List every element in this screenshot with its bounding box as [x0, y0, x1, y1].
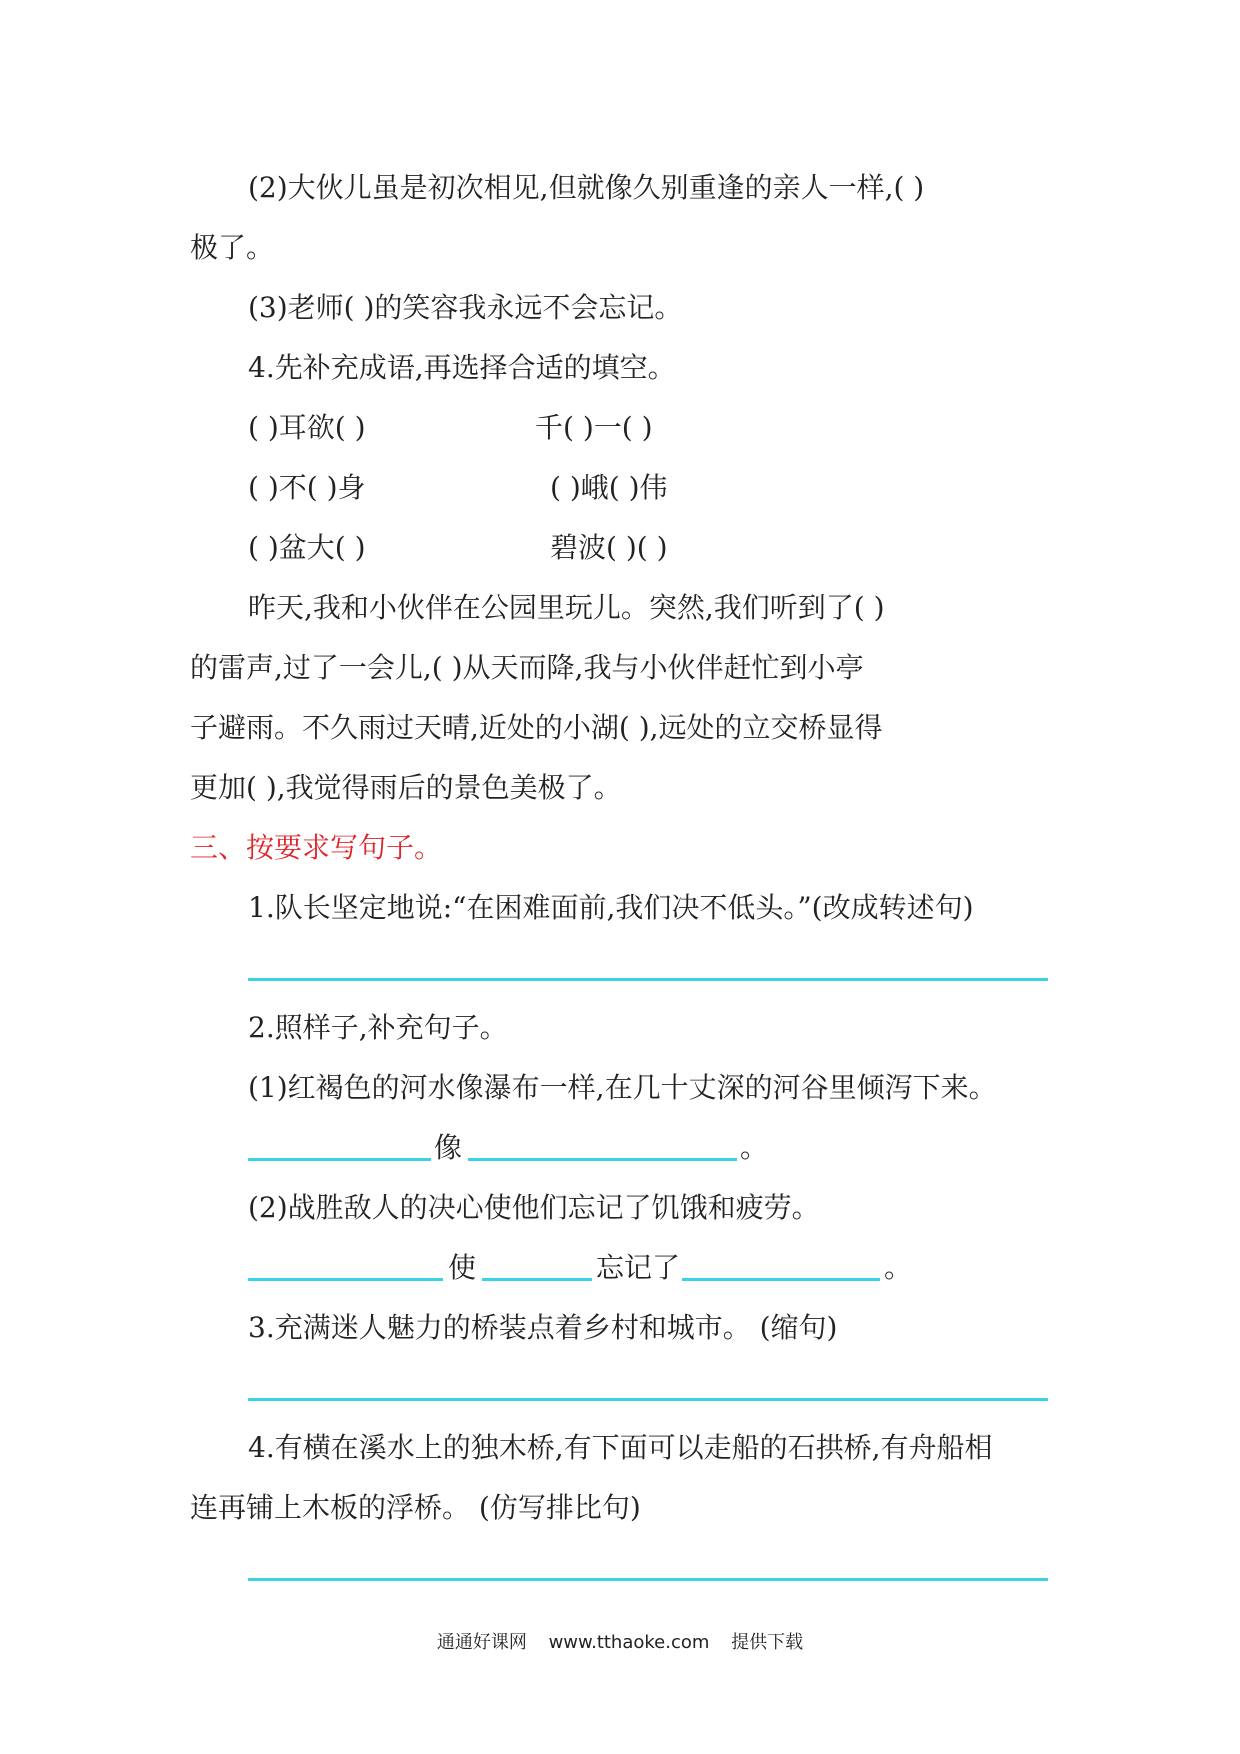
s3-q2-title: 2.照样子,补充句子。: [248, 1011, 508, 1044]
passage-line-1: 昨天,我和小伙伴在公园里玩儿。突然,我们听到了( ): [248, 591, 885, 624]
s3-q2-item1-period: 。: [740, 1131, 769, 1164]
idiom-2b: ( )峨( )伟: [550, 471, 668, 504]
s3-q3: 3.充满迷人魅力的桥装点着乡村和城市。 (缩句): [248, 1311, 838, 1344]
s3-q2-item2-blank-1[interactable]: [248, 1278, 443, 1281]
s3-q4-line2: 连再铺上木板的浮桥。 (仿写排比句): [190, 1491, 641, 1524]
passage-line-4: 更加( ),我觉得雨后的景色美极了。: [190, 771, 622, 804]
footer: [0, 1630, 1240, 1656]
s3-q2-item2-blank-2[interactable]: [482, 1278, 592, 1281]
s3-q4-line1: 4.有横在溪水上的独木桥,有下面可以走船的石拱桥,有舟船相: [248, 1431, 993, 1464]
s3-q2-item2-forgot: 忘记了: [596, 1251, 681, 1284]
s3-q4-answer-line[interactable]: [248, 1578, 1048, 1581]
s3-q2-item1: (1)红褐色的河水像瀑布一样,在几十丈深的河谷里倾泻下来。: [248, 1071, 997, 1104]
s3-q1: 1.队长坚定地说:“在困难面前,我们决不低头。”(改成转述句): [248, 891, 974, 924]
footer-url[interactable]: www.tthaoke.com: [548, 1632, 710, 1653]
s3-q1-answer-line[interactable]: [248, 978, 1048, 981]
idiom-1a: ( )耳欲( ): [248, 411, 366, 444]
idiom-1b: 千( )一( ): [535, 411, 653, 444]
s3-q2-item1-like: 像: [434, 1131, 463, 1164]
footer-note: 提供下载: [731, 1632, 804, 1653]
passage-line-3: 子避雨。不久雨过天晴,近处的小湖( ),远处的立交桥显得: [190, 711, 883, 744]
s3-q3-answer-line[interactable]: [248, 1398, 1048, 1401]
footer-site-name: 通通好课网: [436, 1632, 527, 1653]
section-3-heading: 三、按要求写句子。: [190, 831, 443, 864]
q4-title: 4.先补充成语,再选择合适的填空。: [248, 351, 676, 384]
idiom-2a: ( )不( )身: [248, 471, 366, 504]
s3-q2-item2-make: 使: [448, 1251, 477, 1284]
s3-q2-item1-blank-2[interactable]: [468, 1158, 737, 1161]
idiom-3a: ( )盆大( ): [248, 531, 366, 564]
s3-q2-item2-blank-3[interactable]: [682, 1278, 880, 1281]
s3-q2-item2-period: 。: [884, 1251, 913, 1284]
passage-line-2: 的雷声,过了一会儿,( )从天而降,我与小伙伴赶忙到小亭: [190, 651, 864, 684]
q3-item3: (3)老师( )的笑容我永远不会忘记。: [248, 291, 683, 324]
q3-item2-line2: 极了。: [190, 231, 275, 264]
q3-item2-line1: (2)大伙儿虽是初次相见,但就像久别重逢的亲人一样,( ): [248, 171, 925, 204]
s3-q2-item1-blank-1[interactable]: [248, 1158, 431, 1161]
idiom-3b: 碧波( )( ): [550, 531, 668, 564]
s3-q2-item2: (2)战胜敌人的决心使他们忘记了饥饿和疲劳。: [248, 1191, 820, 1224]
